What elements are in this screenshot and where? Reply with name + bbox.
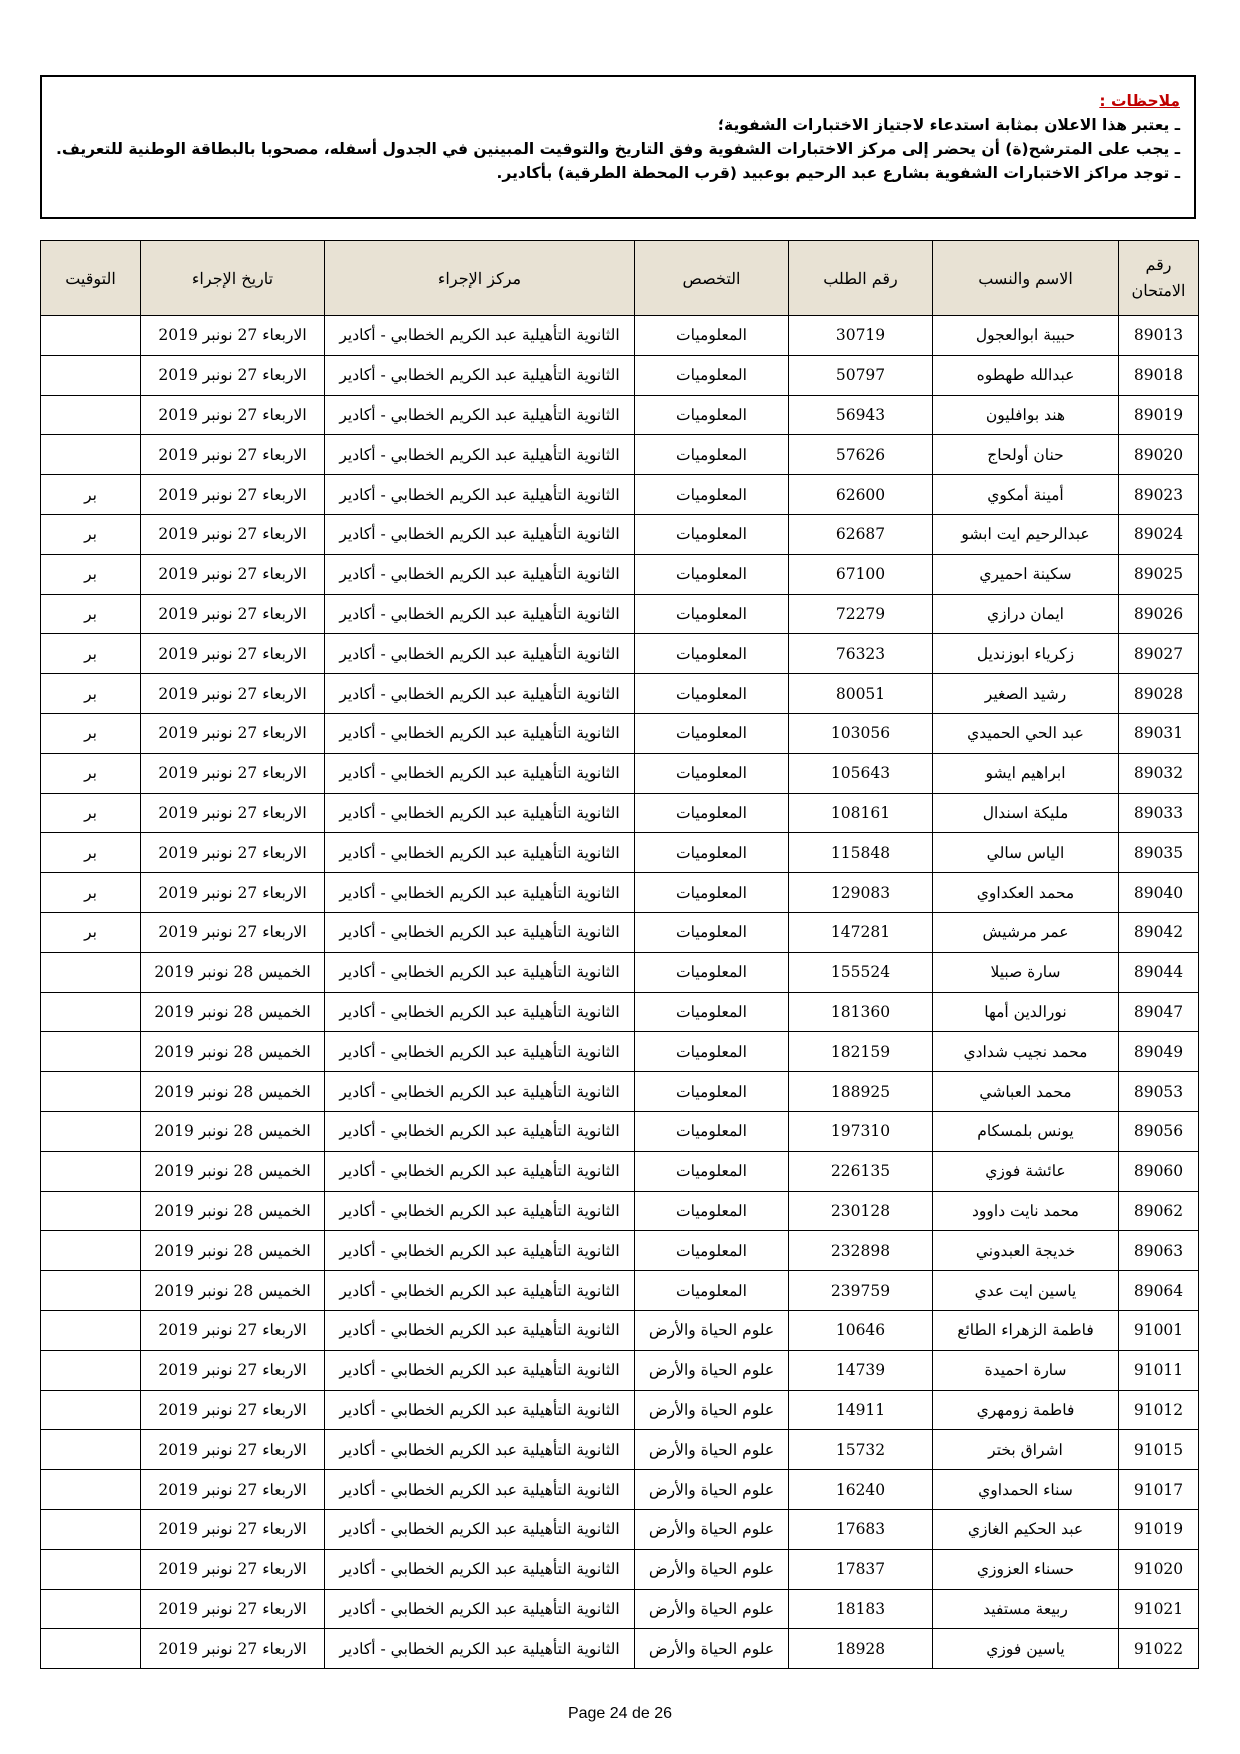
cell-time — [41, 1231, 141, 1271]
table-row — [41, 992, 1199, 1032]
cell-specialty: علوم الحياة والأرض — [635, 1629, 789, 1669]
table-row — [41, 1629, 1199, 1669]
candidates-table — [40, 240, 1199, 1669]
cell-time: بر — [41, 554, 141, 594]
cell-specialty: المعلوميات — [635, 992, 789, 1032]
cell-specialty: المعلوميات — [635, 1231, 789, 1271]
cell-specialty: علوم الحياة والأرض — [635, 1509, 789, 1549]
cell-application-number: 181360 — [789, 992, 933, 1032]
cell-application-number: 67100 — [789, 554, 933, 594]
cell-application-number: 105643 — [789, 753, 933, 793]
cell-time: بر — [41, 753, 141, 793]
cell-specialty: علوم الحياة والأرض — [635, 1470, 789, 1510]
cell-name: الياس سالي — [933, 833, 1119, 873]
cell-name: عبدالله طهطوه — [933, 355, 1119, 395]
cell-center: الثانوية التأهيلية عبد الكريم الخطابي - أكادير — [325, 992, 635, 1032]
cell-time — [41, 1549, 141, 1589]
table-row — [41, 674, 1199, 714]
header-exam-number: رقم الامتحان — [1119, 241, 1199, 316]
cell-name: عبد الحي الحميدي — [933, 713, 1119, 753]
cell-exam-number: 91011 — [1119, 1350, 1199, 1390]
cell-name: خديجة العبدوني — [933, 1231, 1119, 1271]
cell-date: الاربعاء 27 نونبر 2019 — [141, 355, 325, 395]
cell-center: الثانوية التأهيلية عبد الكريم الخطابي - أكادير — [325, 1390, 635, 1430]
notes-title: ملاحظات : — [1099, 92, 1180, 110]
cell-name: أمينة أمكوي — [933, 475, 1119, 515]
table-row — [41, 1509, 1199, 1549]
cell-center: الثانوية التأهيلية عبد الكريم الخطابي - أكادير — [325, 1629, 635, 1669]
cell-application-number: 50797 — [789, 355, 933, 395]
table-row — [41, 1191, 1199, 1231]
cell-center: الثانوية التأهيلية عبد الكريم الخطابي - أكادير — [325, 793, 635, 833]
cell-center: الثانوية التأهيلية عبد الكريم الخطابي - أكادير — [325, 1032, 635, 1072]
page-number: Page 24 de 26 — [567, 1705, 673, 1722]
cell-application-number: 14739 — [789, 1350, 933, 1390]
cell-name: اشراق بختر — [933, 1430, 1119, 1470]
cell-time — [41, 992, 141, 1032]
cell-center: الثانوية التأهيلية عبد الكريم الخطابي - أكادير — [325, 435, 635, 475]
cell-specialty: المعلوميات — [635, 475, 789, 515]
cell-specialty: المعلوميات — [635, 912, 789, 952]
cell-exam-number: 89044 — [1119, 952, 1199, 992]
cell-date: الخميس 28 نونبر 2019 — [141, 1271, 325, 1311]
cell-name: سارة صبيلا — [933, 952, 1119, 992]
table-row — [41, 475, 1199, 515]
cell-exam-number: 89027 — [1119, 634, 1199, 674]
cell-specialty: المعلوميات — [635, 713, 789, 753]
cell-center: الثانوية التأهيلية عبد الكريم الخطابي - أكادير — [325, 634, 635, 674]
cell-date: الخميس 28 نونبر 2019 — [141, 1151, 325, 1191]
cell-center: الثانوية التأهيلية عبد الكريم الخطابي - أكادير — [325, 873, 635, 913]
cell-time — [41, 1191, 141, 1231]
cell-application-number: 76323 — [789, 634, 933, 674]
cell-name: عمر مرشيش — [933, 912, 1119, 952]
header-specialty: التخصص — [635, 241, 789, 316]
note-line: ـ توجد مراكز الاختبارات الشفوية بشارع عبد الرحيم بوعبيد (قرب المحطة الطرقية) بأكادير. — [496, 164, 1180, 182]
cell-name: عبد الحكيم الغازي — [933, 1509, 1119, 1549]
cell-specialty: المعلوميات — [635, 634, 789, 674]
cell-center: الثانوية التأهيلية عبد الكريم الخطابي - أكادير — [325, 1509, 635, 1549]
cell-time — [41, 1390, 141, 1430]
cell-center: الثانوية التأهيلية عبد الكريم الخطابي - أكادير — [325, 1111, 635, 1151]
cell-application-number: 188925 — [789, 1072, 933, 1112]
cell-name: محمد العكداوي — [933, 873, 1119, 913]
cell-date: الخميس 28 نونبر 2019 — [141, 1072, 325, 1112]
table-row — [41, 1231, 1199, 1271]
cell-time: بر — [41, 873, 141, 913]
cell-date: الخميس 28 نونبر 2019 — [141, 1111, 325, 1151]
cell-name: سكينة احميري — [933, 554, 1119, 594]
cell-exam-number: 89056 — [1119, 1111, 1199, 1151]
cell-application-number: 129083 — [789, 873, 933, 913]
cell-time — [41, 355, 141, 395]
cell-date: الاربعاء 27 نونبر 2019 — [141, 395, 325, 435]
cell-specialty: المعلوميات — [635, 1191, 789, 1231]
cell-exam-number: 89026 — [1119, 594, 1199, 634]
cell-time: بر — [41, 713, 141, 753]
cell-application-number: 230128 — [789, 1191, 933, 1231]
cell-exam-number: 91012 — [1119, 1390, 1199, 1430]
cell-application-number: 147281 — [789, 912, 933, 952]
cell-name: حسناء العزوزي — [933, 1549, 1119, 1589]
cell-date: الاربعاء 27 نونبر 2019 — [141, 1310, 325, 1350]
notes-box — [40, 75, 1196, 219]
cell-application-number: 17683 — [789, 1509, 933, 1549]
cell-name: ياسين فوزي — [933, 1629, 1119, 1669]
header-application-number: رقم الطلب — [789, 241, 933, 316]
cell-exam-number: 89018 — [1119, 355, 1199, 395]
cell-exam-number: 89024 — [1119, 514, 1199, 554]
cell-specialty: المعلوميات — [635, 554, 789, 594]
table-row — [41, 554, 1199, 594]
cell-application-number: 17837 — [789, 1549, 933, 1589]
cell-specialty: المعلوميات — [635, 1111, 789, 1151]
cell-name: ابراهيم ايشو — [933, 753, 1119, 793]
cell-time: بر — [41, 594, 141, 634]
cell-exam-number: 91022 — [1119, 1629, 1199, 1669]
cell-date: الخميس 28 نونبر 2019 — [141, 992, 325, 1032]
cell-specialty: المعلوميات — [635, 833, 789, 873]
cell-specialty: المعلوميات — [635, 952, 789, 992]
cell-name: سارة احميدة — [933, 1350, 1119, 1390]
cell-name: فاطمة الزهراء الطائع — [933, 1310, 1119, 1350]
table-row — [41, 1072, 1199, 1112]
cell-application-number: 10646 — [789, 1310, 933, 1350]
cell-center: الثانوية التأهيلية عبد الكريم الخطابي - أكادير — [325, 833, 635, 873]
cell-application-number: 115848 — [789, 833, 933, 873]
cell-center: الثانوية التأهيلية عبد الكريم الخطابي - أكادير — [325, 1151, 635, 1191]
cell-date: الاربعاء 27 نونبر 2019 — [141, 912, 325, 952]
table-row — [41, 833, 1199, 873]
header-name: الاسم والنسب — [933, 241, 1119, 316]
cell-time: بر — [41, 674, 141, 714]
cell-date: الاربعاء 27 نونبر 2019 — [141, 1629, 325, 1669]
cell-time — [41, 1111, 141, 1151]
cell-exam-number: 89023 — [1119, 475, 1199, 515]
cell-exam-number: 89040 — [1119, 873, 1199, 913]
cell-center: الثانوية التأهيلية عبد الكريم الخطابي - أكادير — [325, 753, 635, 793]
cell-specialty: المعلوميات — [635, 1032, 789, 1072]
cell-time — [41, 1470, 141, 1510]
cell-application-number: 14911 — [789, 1390, 933, 1430]
table-row — [41, 1111, 1199, 1151]
cell-specialty: علوم الحياة والأرض — [635, 1390, 789, 1430]
cell-application-number: 103056 — [789, 713, 933, 753]
cell-application-number: 18928 — [789, 1629, 933, 1669]
table-row — [41, 634, 1199, 674]
cell-time — [41, 1151, 141, 1191]
header-time: التوقيت — [41, 241, 141, 316]
cell-time: بر — [41, 912, 141, 952]
note-line: ـ يجب على المترشح(ة) أن يحضر إلى مركز الاختبارات الشفوية وفق التاريخ والتوقيت المبينين في الجدول أسفله، مصحوبا بالبطاقة الوطنية للتعريف. — [55, 140, 1180, 158]
table-row — [41, 316, 1199, 356]
cell-name: ربيعة مستفيد — [933, 1589, 1119, 1629]
cell-time — [41, 1271, 141, 1311]
cell-specialty: المعلوميات — [635, 395, 789, 435]
cell-exam-number: 91019 — [1119, 1509, 1199, 1549]
cell-date: الاربعاء 27 نونبر 2019 — [141, 435, 325, 475]
table-row — [41, 594, 1199, 634]
cell-date: الاربعاء 27 نونبر 2019 — [141, 713, 325, 753]
cell-specialty: المعلوميات — [635, 355, 789, 395]
cell-specialty: المعلوميات — [635, 1151, 789, 1191]
cell-specialty: علوم الحياة والأرض — [635, 1310, 789, 1350]
cell-center: الثانوية التأهيلية عبد الكريم الخطابي - أكادير — [325, 713, 635, 753]
cell-exam-number: 89042 — [1119, 912, 1199, 952]
cell-date: الاربعاء 27 نونبر 2019 — [141, 554, 325, 594]
cell-exam-number: 89049 — [1119, 1032, 1199, 1072]
cell-name: محمد نايت داوود — [933, 1191, 1119, 1231]
table-row — [41, 1350, 1199, 1390]
cell-center: الثانوية التأهيلية عبد الكريم الخطابي - أكادير — [325, 1271, 635, 1311]
cell-exam-number: 91021 — [1119, 1589, 1199, 1629]
cell-specialty: المعلوميات — [635, 674, 789, 714]
cell-name: سناء الحمداوي — [933, 1470, 1119, 1510]
cell-center: الثانوية التأهيلية عبد الكريم الخطابي - أكادير — [325, 1430, 635, 1470]
cell-center: الثانوية التأهيلية عبد الكريم الخطابي - أكادير — [325, 674, 635, 714]
cell-exam-number: 89047 — [1119, 992, 1199, 1032]
cell-application-number: 226135 — [789, 1151, 933, 1191]
cell-exam-number: 89062 — [1119, 1191, 1199, 1231]
cell-center: الثانوية التأهيلية عبد الكريم الخطابي - أكادير — [325, 1191, 635, 1231]
cell-center: الثانوية التأهيلية عبد الكريم الخطابي - أكادير — [325, 475, 635, 515]
table-row — [41, 1151, 1199, 1191]
cell-center: الثانوية التأهيلية عبد الكريم الخطابي - أكادير — [325, 514, 635, 554]
cell-time — [41, 1430, 141, 1470]
cell-specialty: المعلوميات — [635, 873, 789, 913]
cell-exam-number: 89033 — [1119, 793, 1199, 833]
cell-exam-number: 89060 — [1119, 1151, 1199, 1191]
cell-specialty: المعلوميات — [635, 435, 789, 475]
cell-exam-number: 91017 — [1119, 1470, 1199, 1510]
cell-center: الثانوية التأهيلية عبد الكريم الخطابي - أكادير — [325, 1470, 635, 1510]
cell-date: الاربعاء 27 نونبر 2019 — [141, 514, 325, 554]
cell-name: ايمان درازي — [933, 594, 1119, 634]
cell-center: الثانوية التأهيلية عبد الكريم الخطابي - أكادير — [325, 1231, 635, 1271]
cell-date: الخميس 28 نونبر 2019 — [141, 1191, 325, 1231]
cell-date: الاربعاء 27 نونبر 2019 — [141, 594, 325, 634]
table-row — [41, 1549, 1199, 1589]
cell-exam-number: 89035 — [1119, 833, 1199, 873]
cell-date: الاربعاء 27 نونبر 2019 — [141, 873, 325, 913]
cell-application-number: 232898 — [789, 1231, 933, 1271]
cell-name: فاطمة زومهري — [933, 1390, 1119, 1430]
cell-application-number: 108161 — [789, 793, 933, 833]
cell-name: حنان أولحاج — [933, 435, 1119, 475]
cell-center: الثانوية التأهيلية عبد الكريم الخطابي - أكادير — [325, 912, 635, 952]
cell-center: الثانوية التأهيلية عبد الكريم الخطابي - أكادير — [325, 1589, 635, 1629]
table-row — [41, 1470, 1199, 1510]
cell-date: الاربعاء 27 نونبر 2019 — [141, 1350, 325, 1390]
cell-specialty: المعلوميات — [635, 594, 789, 634]
cell-application-number: 62600 — [789, 475, 933, 515]
table-row — [41, 793, 1199, 833]
cell-date: الاربعاء 27 نونبر 2019 — [141, 1390, 325, 1430]
cell-name: محمد نجيب شدادي — [933, 1032, 1119, 1072]
cell-date: الاربعاء 27 نونبر 2019 — [141, 634, 325, 674]
cell-time — [41, 1509, 141, 1549]
cell-time: بر — [41, 514, 141, 554]
cell-date: الاربعاء 27 نونبر 2019 — [141, 1470, 325, 1510]
cell-time — [41, 1350, 141, 1390]
cell-exam-number: 89019 — [1119, 395, 1199, 435]
table-row — [41, 753, 1199, 793]
cell-application-number: 57626 — [789, 435, 933, 475]
cell-name: هند بوافليون — [933, 395, 1119, 435]
table-header-row — [41, 241, 1199, 316]
table-row — [41, 514, 1199, 554]
cell-name: يونس بلمسكام — [933, 1111, 1119, 1151]
cell-specialty: علوم الحياة والأرض — [635, 1350, 789, 1390]
cell-date: الخميس 28 نونبر 2019 — [141, 952, 325, 992]
cell-time — [41, 1629, 141, 1669]
cell-center: الثانوية التأهيلية عبد الكريم الخطابي - أكادير — [325, 554, 635, 594]
cell-exam-number: 89032 — [1119, 753, 1199, 793]
cell-center: الثانوية التأهيلية عبد الكريم الخطابي - أكادير — [325, 1350, 635, 1390]
cell-specialty: المعلوميات — [635, 514, 789, 554]
cell-time: بر — [41, 833, 141, 873]
cell-specialty: علوم الحياة والأرض — [635, 1549, 789, 1589]
cell-center: الثانوية التأهيلية عبد الكريم الخطابي - أكادير — [325, 395, 635, 435]
cell-application-number: 182159 — [789, 1032, 933, 1072]
cell-time: بر — [41, 793, 141, 833]
cell-application-number: 30719 — [789, 316, 933, 356]
cell-date: الاربعاء 27 نونبر 2019 — [141, 1430, 325, 1470]
cell-date: الاربعاء 27 نونبر 2019 — [141, 1509, 325, 1549]
cell-name: زكرياء ابوزنديل — [933, 634, 1119, 674]
cell-specialty: المعلوميات — [635, 1271, 789, 1311]
table-row — [41, 1271, 1199, 1311]
cell-date: الاربعاء 27 نونبر 2019 — [141, 793, 325, 833]
table-row — [41, 1390, 1199, 1430]
cell-application-number: 18183 — [789, 1589, 933, 1629]
cell-exam-number: 89053 — [1119, 1072, 1199, 1112]
cell-exam-number: 89031 — [1119, 713, 1199, 753]
cell-name: حبيبة ابوالعجول — [933, 316, 1119, 356]
cell-application-number: 15732 — [789, 1430, 933, 1470]
cell-application-number: 155524 — [789, 952, 933, 992]
cell-application-number: 56943 — [789, 395, 933, 435]
cell-specialty: علوم الحياة والأرض — [635, 1430, 789, 1470]
table-row — [41, 1589, 1199, 1629]
cell-center: الثانوية التأهيلية عبد الكريم الخطابي - أكادير — [325, 316, 635, 356]
cell-exam-number: 89020 — [1119, 435, 1199, 475]
cell-name: ياسين ايت عدي — [933, 1271, 1119, 1311]
cell-specialty: المعلوميات — [635, 793, 789, 833]
cell-exam-number: 89064 — [1119, 1271, 1199, 1311]
cell-date: الاربعاء 27 نونبر 2019 — [141, 316, 325, 356]
cell-name: عبدالرحيم ايت ابشو — [933, 514, 1119, 554]
cell-name: نورالدين أمها — [933, 992, 1119, 1032]
cell-date: الخميس 28 نونبر 2019 — [141, 1032, 325, 1072]
cell-name: مليكة اسندال — [933, 793, 1119, 833]
cell-exam-number: 91020 — [1119, 1549, 1199, 1589]
cell-center: الثانوية التأهيلية عبد الكريم الخطابي - أكادير — [325, 1072, 635, 1112]
cell-application-number: 197310 — [789, 1111, 933, 1151]
cell-date: الاربعاء 27 نونبر 2019 — [141, 833, 325, 873]
cell-exam-number: 91001 — [1119, 1310, 1199, 1350]
cell-time — [41, 1072, 141, 1112]
cell-time — [41, 1589, 141, 1629]
cell-application-number: 16240 — [789, 1470, 933, 1510]
cell-date: الاربعاء 27 نونبر 2019 — [141, 1589, 325, 1629]
cell-specialty: المعلوميات — [635, 753, 789, 793]
cell-center: الثانوية التأهيلية عبد الكريم الخطابي - أكادير — [325, 355, 635, 395]
cell-center: الثانوية التأهيلية عبد الكريم الخطابي - أكادير — [325, 1310, 635, 1350]
cell-application-number: 80051 — [789, 674, 933, 714]
table-row — [41, 1310, 1199, 1350]
cell-application-number: 239759 — [789, 1271, 933, 1311]
table-row — [41, 1032, 1199, 1072]
cell-date: الاربعاء 27 نونبر 2019 — [141, 1549, 325, 1589]
cell-date: الخميس 28 نونبر 2019 — [141, 1231, 325, 1271]
table-row — [41, 1430, 1199, 1470]
cell-exam-number: 91015 — [1119, 1430, 1199, 1470]
cell-specialty: المعلوميات — [635, 316, 789, 356]
cell-time — [41, 1032, 141, 1072]
cell-time — [41, 395, 141, 435]
cell-time: بر — [41, 634, 141, 674]
cell-date: الاربعاء 27 نونبر 2019 — [141, 753, 325, 793]
cell-exam-number: 89025 — [1119, 554, 1199, 594]
table-row — [41, 912, 1199, 952]
table-row — [41, 395, 1199, 435]
cell-date: الاربعاء 27 نونبر 2019 — [141, 674, 325, 714]
table-row — [41, 713, 1199, 753]
cell-exam-number: 89063 — [1119, 1231, 1199, 1271]
cell-time — [41, 316, 141, 356]
cell-time — [41, 1310, 141, 1350]
table-body — [41, 316, 1199, 1669]
table-row — [41, 952, 1199, 992]
table-row — [41, 873, 1199, 913]
cell-exam-number: 89028 — [1119, 674, 1199, 714]
cell-application-number: 62687 — [789, 514, 933, 554]
cell-name: رشيد الصغير — [933, 674, 1119, 714]
cell-center: الثانوية التأهيلية عبد الكريم الخطابي - أكادير — [325, 952, 635, 992]
header-center: مركز الإجراء — [325, 241, 635, 316]
header-date: تاريخ الإجراء — [141, 241, 325, 316]
cell-time — [41, 952, 141, 992]
note-line: ـ يعتبر هذا الاعلان بمثابة استدعاء لاجتياز الاختبارات الشفوية؛ — [717, 116, 1180, 134]
cell-name: محمد العباشي — [933, 1072, 1119, 1112]
cell-exam-number: 89013 — [1119, 316, 1199, 356]
cell-center: الثانوية التأهيلية عبد الكريم الخطابي - أكادير — [325, 1549, 635, 1589]
table-row — [41, 355, 1199, 395]
cell-application-number: 72279 — [789, 594, 933, 634]
cell-center: الثانوية التأهيلية عبد الكريم الخطابي - أكادير — [325, 594, 635, 634]
cell-specialty: المعلوميات — [635, 1072, 789, 1112]
table-row — [41, 435, 1199, 475]
cell-time — [41, 435, 141, 475]
cell-date: الاربعاء 27 نونبر 2019 — [141, 475, 325, 515]
cell-time: بر — [41, 475, 141, 515]
cell-specialty: علوم الحياة والأرض — [635, 1589, 789, 1629]
cell-name: عائشة فوزي — [933, 1151, 1119, 1191]
